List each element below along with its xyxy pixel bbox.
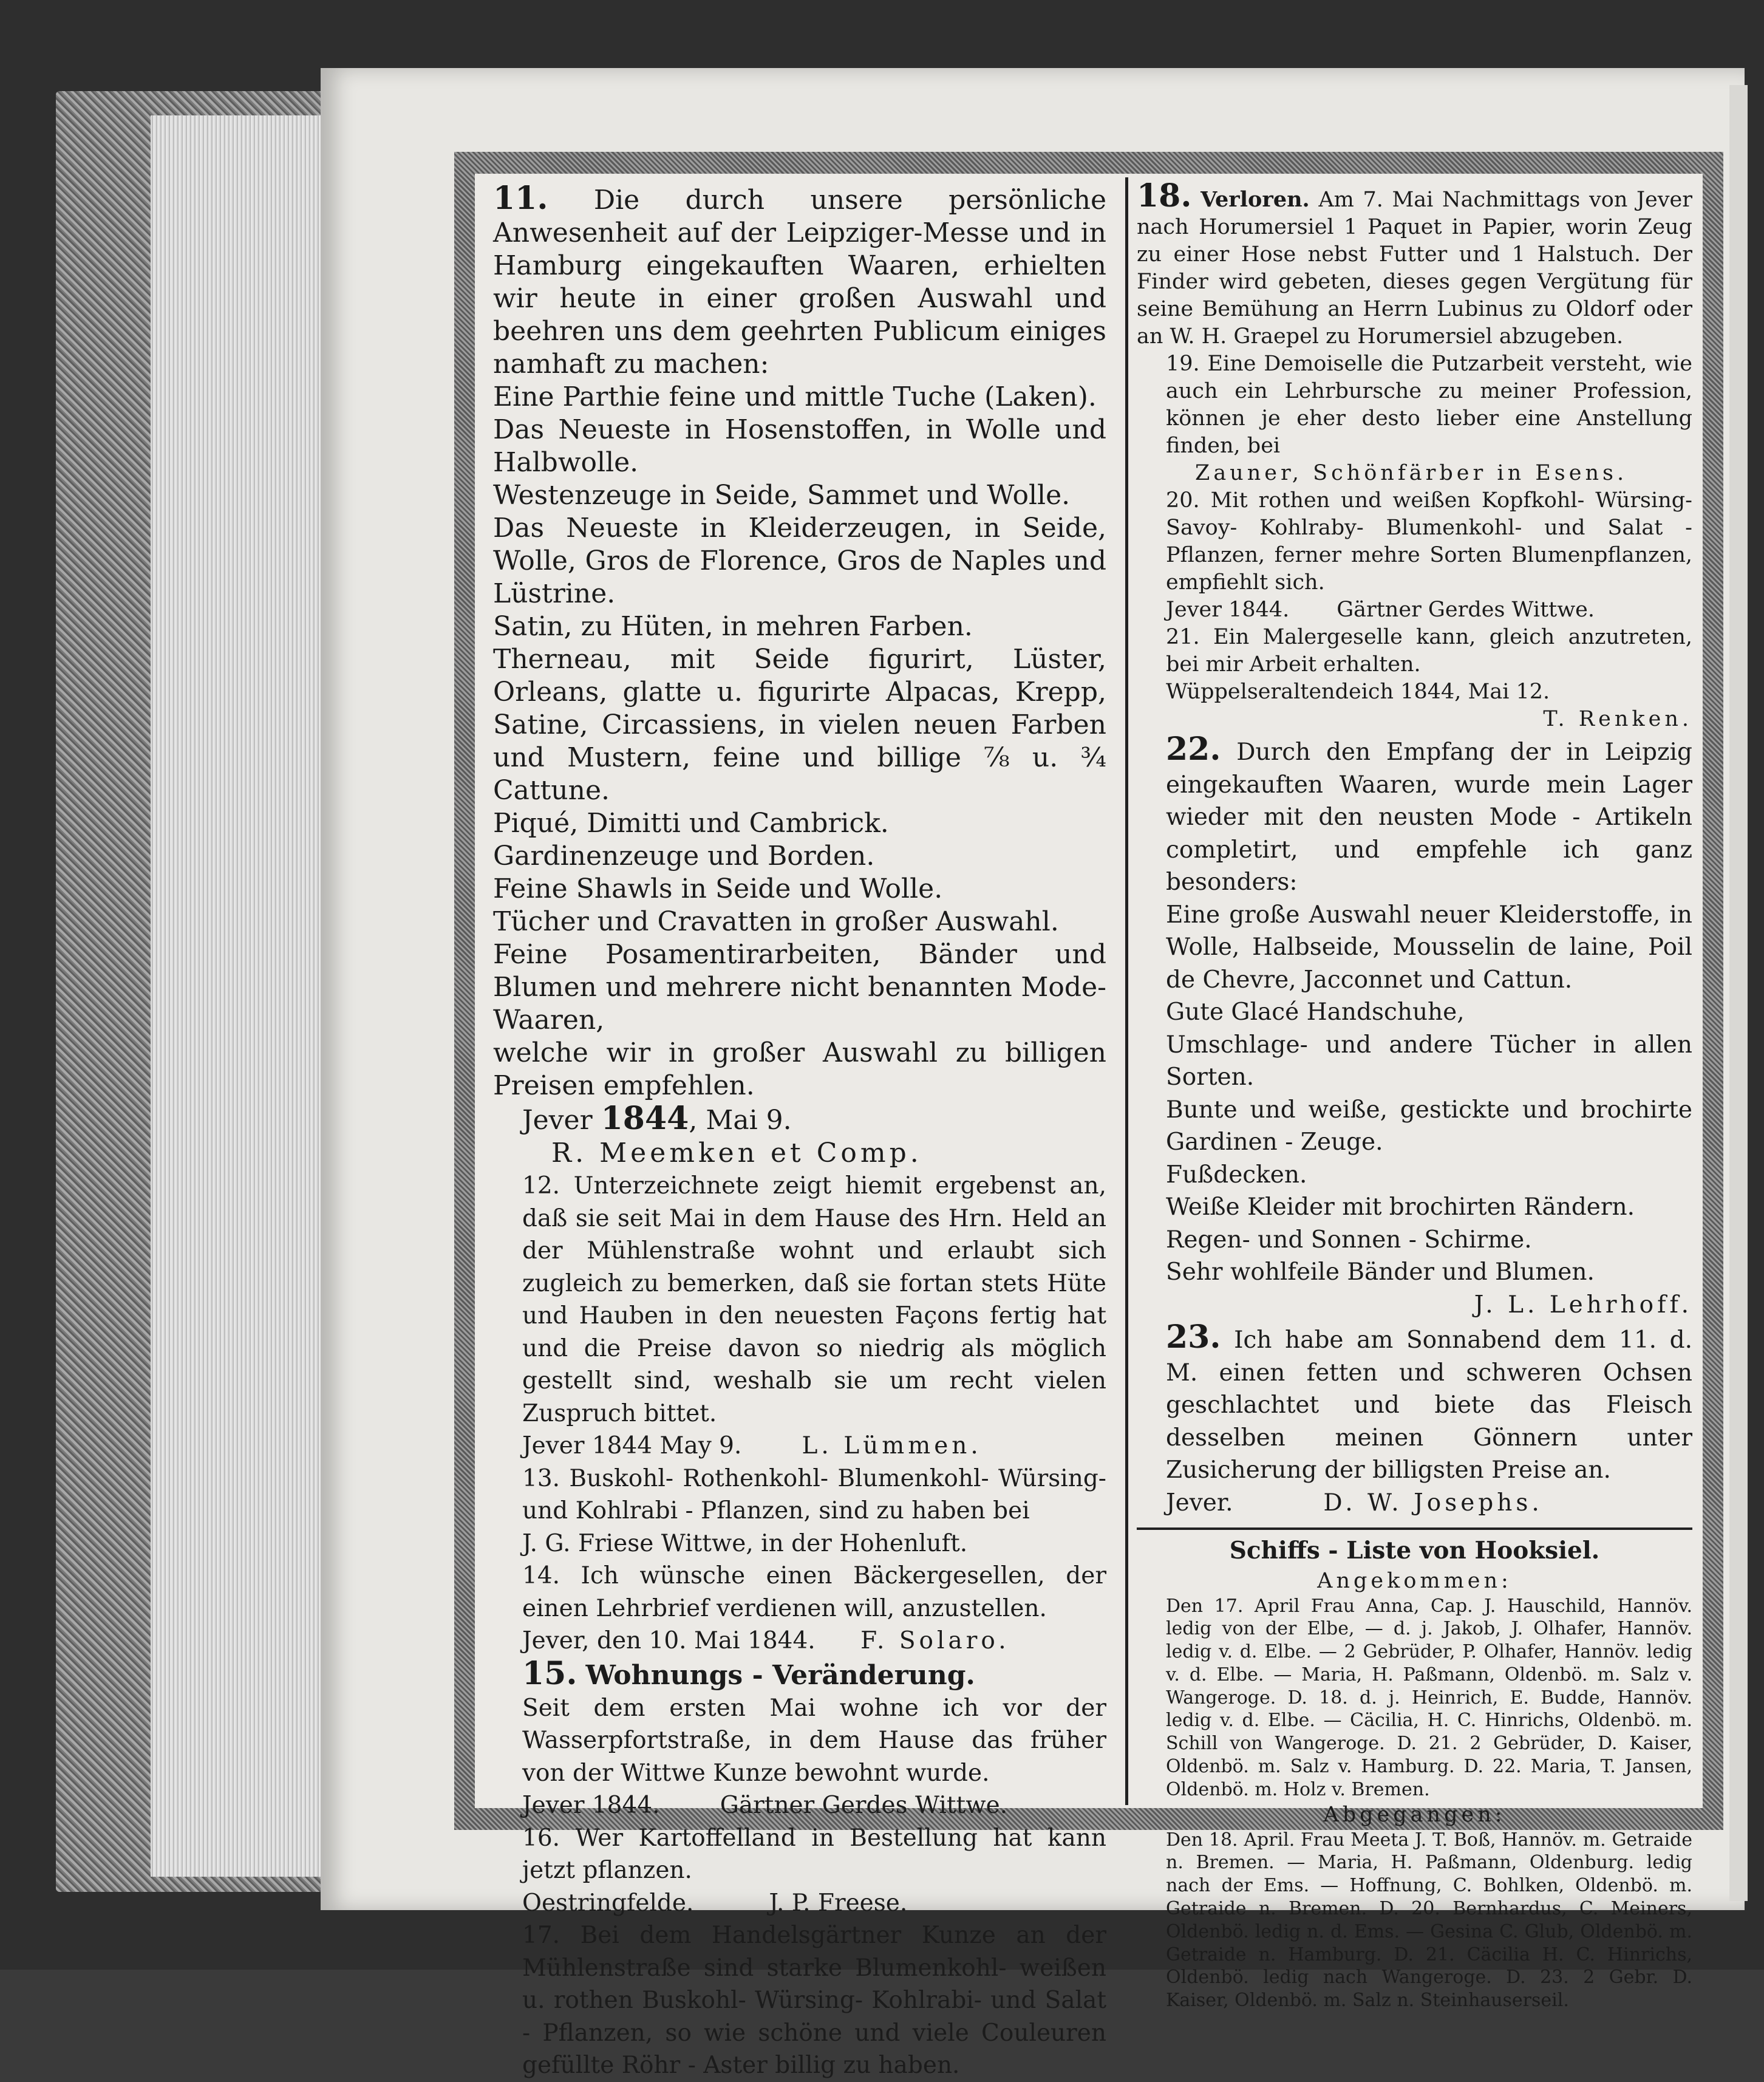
arrived-list: Den 17. April Frau Anna, Cap. J. Hauschild, Hannöv. ledig von der Elbe, — d. j. Jakob, J. Olhafer, Hannöv. ledig v. d. Elbe. — 2 Gebrüder, P. Olhafer, Hannöv. ledig v. d. Elbe. — Maria, H. Paßmann, Oldenbö. m. Salz v. Wangeroge. D. 18. d. j. Heinrich, E. Budde, Hannöv. ledig v. d. Elbe. — Cäcilia, H. C. Hinrichs, Oldenbö. m. Schill von Wangeroge. D. 21. 2 Gebrüder, D. Kaiser, Oldenbö. m. Salz v. Hamburg. D. 22. Maria, T. Jansen, Oldenbö. m. Holz v. Bremen. xyxy=(1166,1595,1692,1800)
ad-23: 23. Ich habe am Sonnabend dem 11. d. M. einen fetten und schweren Ochsen geschlachtet und biete das Fleisch desselben meinen Gönnern unter Zusicherung der billigsten Preise an. Jever. D. W. Josephs. xyxy=(1166,1319,1692,1517)
ships-divider xyxy=(1137,1527,1692,1530)
left-column xyxy=(493,182,1106,2082)
ad-11-signer: R. Meemken et Comp. xyxy=(551,1138,922,1169)
ad-11: 11. Die durch unsere persönliche Anwesenheit auf der Leipziger-Messe und in Hamburg eingekauften Waaren, erhielten wir heute in einer großen Auswahl und beehren uns dem geehrten Publicum einiges namhaft zu machen: Eine Parthie feine und mittle Tuche (Laken). Das Neueste in Hosenstoffen, in Wolle und Halbwolle. Westenzeuge in Seide, Sammet und Wolle. Das Neueste in Kleiderzeugen, in Seide, Wolle, Gros de Florence, Gros de Naples und Lüstrine. Satin, zu Hüten, in mehren Farben. Therneau, mit Seide figurirt, Lüster, Orleans, glatte u. figurirte Alpacas, Krepp, Satine, Circassiens, in vielen neuen Farben und Mustern, feine und billige ⅞ u. ¾ Cattune. Piqué, Dimitti und Cambrick. Gardinenzeuge und Borden. Feine Shawls in Seide und Wolle. Tücher und Cravatten in großer Auswahl. Feine Posamentirarbeiten, Bänder und Blumen und mehrere nicht benannten Mode-Waaren, welche wir in großer Auswahl zu billigen Preisen empfehlen. Jever 1844, Mai 9. R. Meemken et Comp. xyxy=(493,180,1106,1169)
departed-list: Den 18. April. Frau Meeta J. T. Boß, Hannöv. m. Getraide n. Bremen. — Maria, H. Paßmann, Oldenburg. ledig nach der Ems. — Hoffnung, C. Bohlken, Oldenbö. m. Getraide n. Bremen. D. 20. Bernhardus, C. Meiners, Oldenbö. ledig n. d. Ems. — Gesina C. Glub, Oldenbö. m. Getraide n. Hamburg. D. 21. Cäcilia H. C. Hinrichs, Oldenbö. ledig nach Wangeroge. D. 23. 2 Gebr. D. Kaiser, Oldenbö. m. Salz n. Steinhauserseil. xyxy=(1166,1829,1692,2012)
ad-16: 16. Wer Kartoffelland in Bestellung hat kann jetzt pflanzen. Oestringfelde. J. P. Freese. xyxy=(522,1824,1106,1917)
arrived-heading: Angekommen: xyxy=(1317,1568,1512,1593)
ad-12: 12. Unterzeichnete zeigt hiemit ergebenst an, daß sie seit Mai in dem Hause des Hrn. Held an der Mühlenstraße wohnt und erlaubt sich zugleich zu bemerken, daß sie fortan stets Hüte und Hauben in den neuesten Façons fertig hat und die Preise davon so niedrig als möglich gestellt sind, weshalb sie um recht vielen Zuspruch bittet. Jever 1844 May 9. L. Lümmen. xyxy=(522,1172,1106,1459)
ad-13: 13. Buskohl- Rothenkohl- Blumenkohl- Würsing- und Kohlrabi - Pflanzen, sind zu haben bei J. G. Friese Wittwe, in der Hohenluft. xyxy=(522,1464,1106,1557)
ad-18: 18. Verloren. Am 7. Mai Nachmittags von Jever nach Horumersiel 1 Paquet in Papier, worin Zeug zu einer Hose nebst Futter und 1 Halstuch. Der Finder wird gebeten, dieses gegen Vergütung für seine Bemühung an Herrn Lubinus zu Oldorf oder an W. H. Graepel zu Horumersiel abzugeben. xyxy=(1137,177,1692,349)
ad-21: 21. Ein Malergeselle kann, gleich anzutreten, bei mir Arbeit erhalten. Wüppelseraltendeich 1844, Mai 12. T. Renken. xyxy=(1166,625,1692,731)
ad-15: 15. Wohnungs - Veränderung. Seit dem ersten Mai wohne ich vor der Wasserpfortstraße, in dem Hause das früher von der Wittwe Kunze bewohnt wurde. Jever 1844. Gärtner Gerdes Wittwe. xyxy=(522,1654,1106,1819)
right-column xyxy=(1137,177,1692,2012)
departed-heading: Abgegangen: xyxy=(1323,1802,1506,1827)
ship-list xyxy=(1137,1535,1692,2012)
ad-22: 22. Durch den Empfang der in Leipzig eingekauften Waaren, wurde mein Lager wieder mit den neusten Mode - Artikeln completirt, und empfehle ich ganz besonders: Eine große Auswahl neuer Kleiderstoffe, in Wolle, Halbseide, Mousselin de laine, Poil de Chevre, Jacconnet und Cattun. Gute Glacé Handschuhe, Umschlage- und andere Tücher in allen Sorten. Bunte und weiße, gestickte und brochirte Gardinen - Zeuge. Fußdecken. Weiße Kleider mit brochirten Rändern. Regen- und Sonnen - Schirme. Sehr wohlfeile Bänder und Blumen. J. L. Lehrhoff. xyxy=(1166,731,1692,1319)
ad-19: 19. Eine Demoiselle die Putzarbeit versteht, wie auch ein Lehrbursche zu meiner Profession, können je eher desto lieber eine Anstellung finden, bei Zauner, Schönfärber in Esens. xyxy=(1166,352,1692,485)
page-edge xyxy=(1729,85,1748,1901)
ad-11-items: Eine Parthie feine und mittle Tuche (Laken). Das Neueste in Hosenstoffen, in Wolle und Halbwolle. Westenzeuge in Seide, Sammet und Wolle. Das Neueste in Kleiderzeugen, in Seide, Wolle, Gros de Florence, Gros de Naples und Lüstrine. Satin, zu Hüten, in mehren Farben. Therneau, mit Seide figurirt, Lüster, Orleans, glatte u. figurirte Alpacas, Krepp, Satine, Circassiens, in vielen neuen Farben und Mustern, feine und billige ⅞ u. ¾ Cattune. Piqué, Dimitti und Cambrick. Gardinenzeuge und Borden. Feine Shawls in Seide und Wolle. Tücher und Cravatten in großer Auswahl. Feine Posamentirarbeiten, Bänder und Blumen und mehrere nicht benannten Mode-Waaren, xyxy=(493,381,1106,1036)
ad-17: 17. Bei dem Handelsgärtner Kunze an der Mühlenstraße sind starke Blumenkohl- weißen u. rothen Buskohl- Würsing- Kohlrabi- und Salat - Pflanzen, so wie schöne und viele Couleuren gefüllte Röhr - Aster billig zu haben. xyxy=(522,1922,1106,2079)
column-rule xyxy=(1125,177,1128,1805)
ad-14: 14. Ich wünsche einen Bäckergesellen, der einen Lehrbrief verdienen will, anzustellen. Jever, den 10. Mai 1844. F. Solaro. xyxy=(522,1562,1106,1654)
ship-list-title: Schiffs - Liste von Hooksiel. xyxy=(1229,1537,1600,1565)
ad-11-dateline: Jever 1844, Mai 9. xyxy=(522,1100,792,1137)
ad-20: 20. Mit rothen und weißen Kopfkohl- Würsing- Savoy- Kohlraby- Blumenkohl- und Salat - Pflanzen, ferner mehre Sorten Blumenpflanzen, empfiehlt sich. Jever 1844. Gärtner Gerdes Wittwe. xyxy=(1166,488,1692,622)
page-block-edge xyxy=(151,115,336,1877)
